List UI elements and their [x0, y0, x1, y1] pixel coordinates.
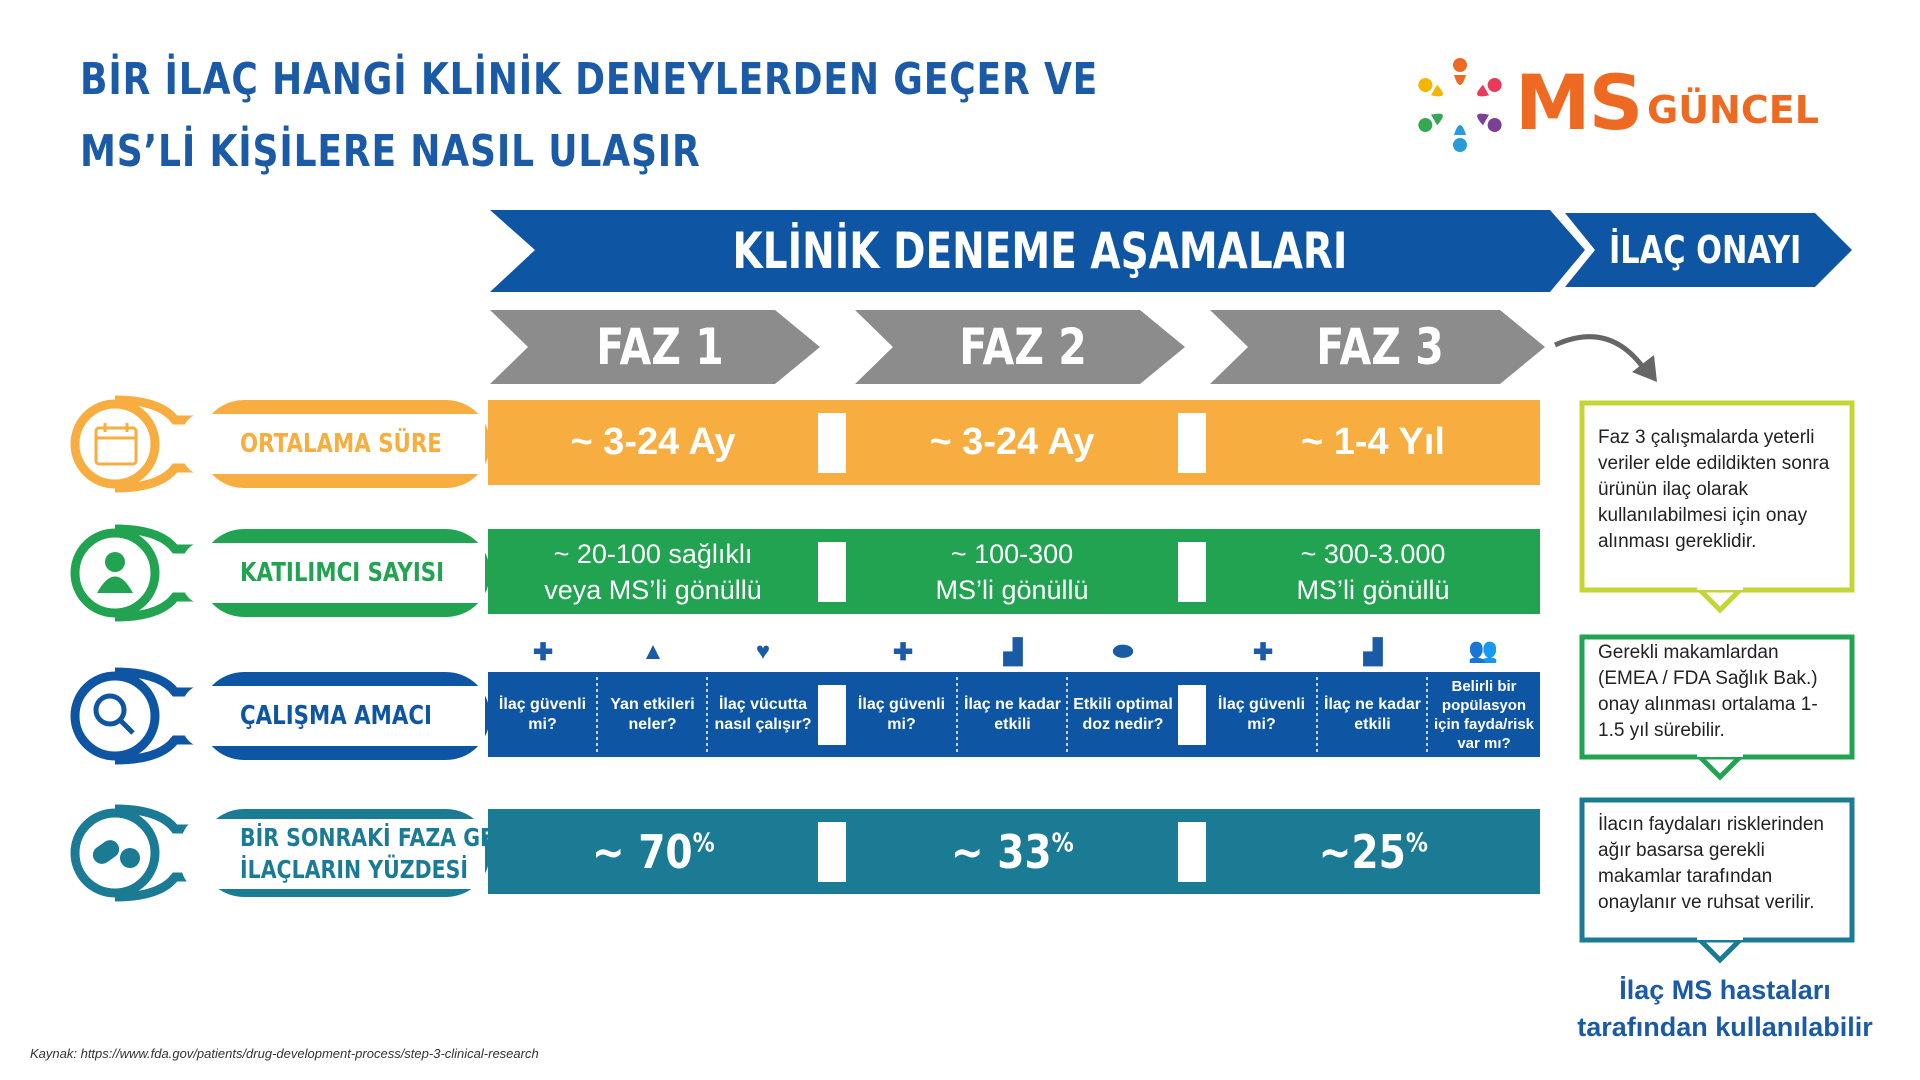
- amac-2-1: İlaç güvenli mi?: [857, 695, 946, 733]
- katilimci-1-line-1: ~ 20-100 sağlıklı: [553, 538, 753, 569]
- chart-icon: ▟: [1003, 639, 1023, 666]
- katilimci-value-phase-3: [1206, 529, 1540, 614]
- gecen-2-prefix: ~: [950, 824, 997, 879]
- katilimci-2-line-2: MS’li gönüllü: [935, 574, 1089, 605]
- phase-3-label: FAZ 3: [1316, 318, 1444, 376]
- katilimci-value-phase-2: [846, 529, 1178, 614]
- amac-3-1: İlaç güvenli mi?: [1217, 695, 1306, 733]
- gecen-1-prefix: ~: [591, 824, 638, 879]
- note-2-text: Gerekli makamlardan (EMEA / FDA Sağlık Bak.) onay alınması ortalama 1-1.5 yıl sürebilir.: [1598, 642, 1818, 741]
- gecen-value-phase-3: [1206, 809, 1540, 894]
- gecen-value-phase-2: [846, 809, 1178, 894]
- amac-2-3: Etkili optimal doz nedir?: [1073, 695, 1173, 733]
- final-line-1: İlaç MS hastaları: [1619, 975, 1831, 1005]
- gecen-1-sup: %: [692, 828, 715, 859]
- katilimci-3-line-1: ~ 300-3.000: [1300, 538, 1446, 569]
- row-label-katilimci: KATILIMCI SAYISI: [240, 558, 445, 588]
- amac-1-3: İlaç vücutta nasıl çalışır?: [714, 695, 812, 733]
- row-label-gecen-line-1: BİR SONRAKİ FAZA GEÇEN: [240, 823, 541, 852]
- source-link[interactable]: Kaynak: https://www.fda.gov/patients/drug-development-process/step-3-clinical-research: [30, 1046, 539, 1061]
- phase-2-label: FAZ 2: [959, 318, 1087, 376]
- sure-value-phase-1: ~ 3-24 Ay: [570, 421, 736, 463]
- people-icon: 👥: [1468, 637, 1498, 664]
- approval-banner-label: İLAÇ ONAYI: [1609, 228, 1802, 272]
- gecen-2-num: 33: [996, 824, 1052, 879]
- amac-1-1: İlaç güvenli mi?: [498, 695, 587, 733]
- heart-icon: ♥: [755, 638, 771, 665]
- sure-value-phase-3: ~ 1-4 Yıl: [1300, 421, 1445, 463]
- katilimci-2-line-1: ~ 100-300: [950, 538, 1074, 569]
- gecen-3-num: 25: [1351, 824, 1406, 879]
- katilimci-3-line-2: MS’li gönüllü: [1296, 574, 1450, 605]
- curved-arrow-icon: [1555, 337, 1645, 370]
- phase-1-label: FAZ 1: [596, 318, 724, 376]
- plus-icon: ✚: [1252, 639, 1274, 666]
- clinical-banner-label: KLİNİK DENEME AŞAMALARI: [732, 222, 1348, 280]
- chart-icon: ▟: [1363, 639, 1383, 666]
- amac-1-2: Yan etkileri neler?: [610, 695, 695, 733]
- amac-3-3: Belirli bir popülasyon için fayda/risk var mı?: [1433, 677, 1535, 752]
- row-label-amac: ÇALIŞMA AMACI: [240, 701, 432, 731]
- logo-ms-text: MS: [1515, 58, 1642, 147]
- row-label-gecen-line-2: İLAÇLARIN YÜZDESİ: [240, 855, 469, 884]
- plus-icon: ✚: [532, 639, 554, 666]
- row-label-sure: ORTALAMA SÜRE: [240, 429, 442, 459]
- katilimci-value-phase-1: [488, 529, 818, 614]
- warning-icon: ▲: [641, 638, 665, 665]
- final-statement: [1565, 972, 1885, 1046]
- gecen-2-sup: %: [1051, 828, 1074, 859]
- amac-3-2: İlaç ne kadar etkili: [1324, 695, 1421, 733]
- gecen-3-prefix: ~: [1318, 824, 1352, 879]
- title-line-1: BİR İLAÇ HANGİ KLİNİK DENEYLERDEN GEÇER VE: [80, 54, 1099, 105]
- katilimci-1-line-2: veya MS’li gönüllü: [544, 574, 762, 605]
- gecen-1-num: 70: [637, 824, 693, 879]
- note-3-text: İlacın faydaları risklerinden ağır basarsa gerekli makamlar tarafından onaylanır ve ruhsat verilir.: [1598, 814, 1824, 913]
- gecen-value-phase-1: [488, 809, 818, 894]
- sure-value-phase-2: ~ 3-24 Ay: [929, 421, 1095, 463]
- pill-icon: ⬬: [1112, 638, 1134, 665]
- title-line-2: MS’Lİ KİŞİLERE NASIL ULAŞIR: [80, 126, 701, 177]
- gecen-3-sup: %: [1405, 828, 1428, 859]
- amac-2-2: İlaç ne kadar etkili: [964, 695, 1061, 733]
- final-line-2: tarafından kullanılabilir: [1577, 1012, 1873, 1042]
- plus-icon: ✚: [892, 639, 914, 666]
- logo-guncel-text: GÜNCEL: [1647, 88, 1819, 132]
- note-1-text: Faz 3 çalışmalarda yeterli veriler elde edildikten sonra ürünün ilaç olarak kullanılabilmesi için onay alınması gereklidir.: [1598, 427, 1830, 552]
